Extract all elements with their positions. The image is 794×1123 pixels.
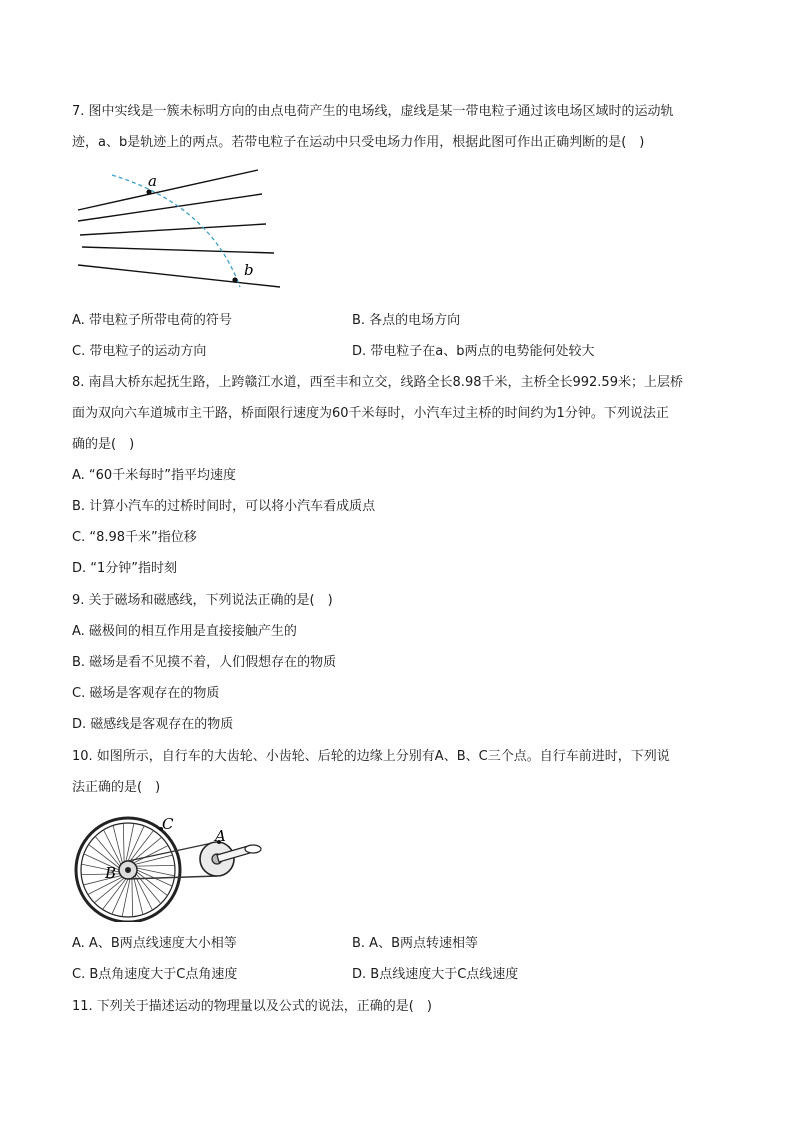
field-line-2 <box>78 194 262 221</box>
q8-stem-line1: 8. 南昌大桥东起抚生路，上跨赣江水道，西至丰和立交，线路全长8.98千米，主桥全长992.59米；上层桥 <box>72 375 683 390</box>
pedal <box>245 845 261 853</box>
point-b-label: b <box>244 261 254 279</box>
point-a-dot <box>146 189 151 194</box>
q7-stem-line1: 7. 图中实线是一簇未标明方向的由点电荷产生的电场线，虚线是某一带电粒子通过该电场区域时的运动轨 <box>72 104 674 119</box>
q8-option-d: D. “1分钟”指时刻 <box>72 561 178 576</box>
q10-stem-line1: 10. 如图所示，自行车的大齿轮、小齿轮、后轮的边缘上分别有A、B、C三个点。自行车前进时，下列说 <box>72 749 670 764</box>
wheel-spoke <box>132 837 162 862</box>
q8-option-a: A. “60千米每时”指平均速度 <box>72 468 236 483</box>
wheel-spoke <box>136 865 175 866</box>
point-b-label: B <box>105 864 117 882</box>
q8-stem-line3: 确的是( ) <box>72 437 135 452</box>
wheel-spoke <box>126 823 134 861</box>
field-line-3 <box>80 224 266 235</box>
point-c-label: C <box>162 815 174 833</box>
q7-option-c: C. 带电粒子的运动方向 <box>72 344 207 359</box>
wheel-spoke <box>112 879 128 914</box>
point-b-dot <box>232 277 237 282</box>
q8-option-b: B. 计算小汽车的过桥时间时，可以将小汽车看成质点 <box>72 499 376 514</box>
q8-stem-line2: 面为双向六车道城市主干路，桥面限行速度为60千米每时，小汽车过主桥的时间约为1分钟。下列说法正 <box>72 406 669 421</box>
rear-hub <box>125 867 131 873</box>
field-line-4 <box>82 247 274 253</box>
q10-option-b: B. A、B两点转速相等 <box>352 936 478 951</box>
q9-option-a: A. 磁极间的相互作用是直接接触产生的 <box>72 624 297 639</box>
q7-stem-line2: 迹，a、b是轨迹上的两点。若带电粒子在运动中只受电场力作用，根据此图可作出正确判断的是( ) <box>72 135 645 150</box>
point-a-label: a <box>148 172 157 190</box>
q9-option-b: B. 磁场是看不见摸不着，人们假想存在的物质 <box>72 655 337 670</box>
wheel-spoke <box>137 868 175 876</box>
q7-option-d: D. 带电粒子在a、b两点的电势能何处较大 <box>352 344 595 359</box>
wheel-spoke <box>123 823 124 862</box>
q9-option-d: D. 磁感线是客观存在的物质 <box>72 717 234 732</box>
q8-option-c: C. “8.98千米”指位移 <box>72 530 197 545</box>
wheel-spoke <box>122 879 130 917</box>
wheel-spoke <box>137 872 168 896</box>
q9-option-c: C. 磁场是客观存在的物质 <box>72 686 220 701</box>
wheel-spoke <box>102 879 126 910</box>
q10-option-d: D. B点线速度大于C点线速度 <box>352 967 519 982</box>
q11-stem: 11. 下列关于描述运动的物理量以及公式的说法，正确的是( ) <box>72 999 432 1014</box>
q9-stem: 9. 关于磁场和磁感线，下列说法正确的是( ) <box>72 593 333 608</box>
q7-option-b: B. 各点的电场方向 <box>352 313 461 328</box>
wheel-spoke <box>128 826 144 861</box>
bicycle-wheel-figure <box>72 812 272 922</box>
q10-option-c: C. B点角速度大于C点角速度 <box>72 967 238 982</box>
q7-option-a: A. 带电粒子所带电荷的符号 <box>72 313 232 328</box>
wheel-spoke <box>95 836 120 866</box>
wheel-spoke <box>132 878 133 917</box>
field-line-1 <box>78 170 258 210</box>
point-a-label: A <box>215 827 226 845</box>
q10-stem-line2: 法正确的是( ) <box>72 780 161 795</box>
electric-field-figure <box>70 165 290 295</box>
q10-option-a: A. A、B两点线速度大小相等 <box>72 936 237 951</box>
